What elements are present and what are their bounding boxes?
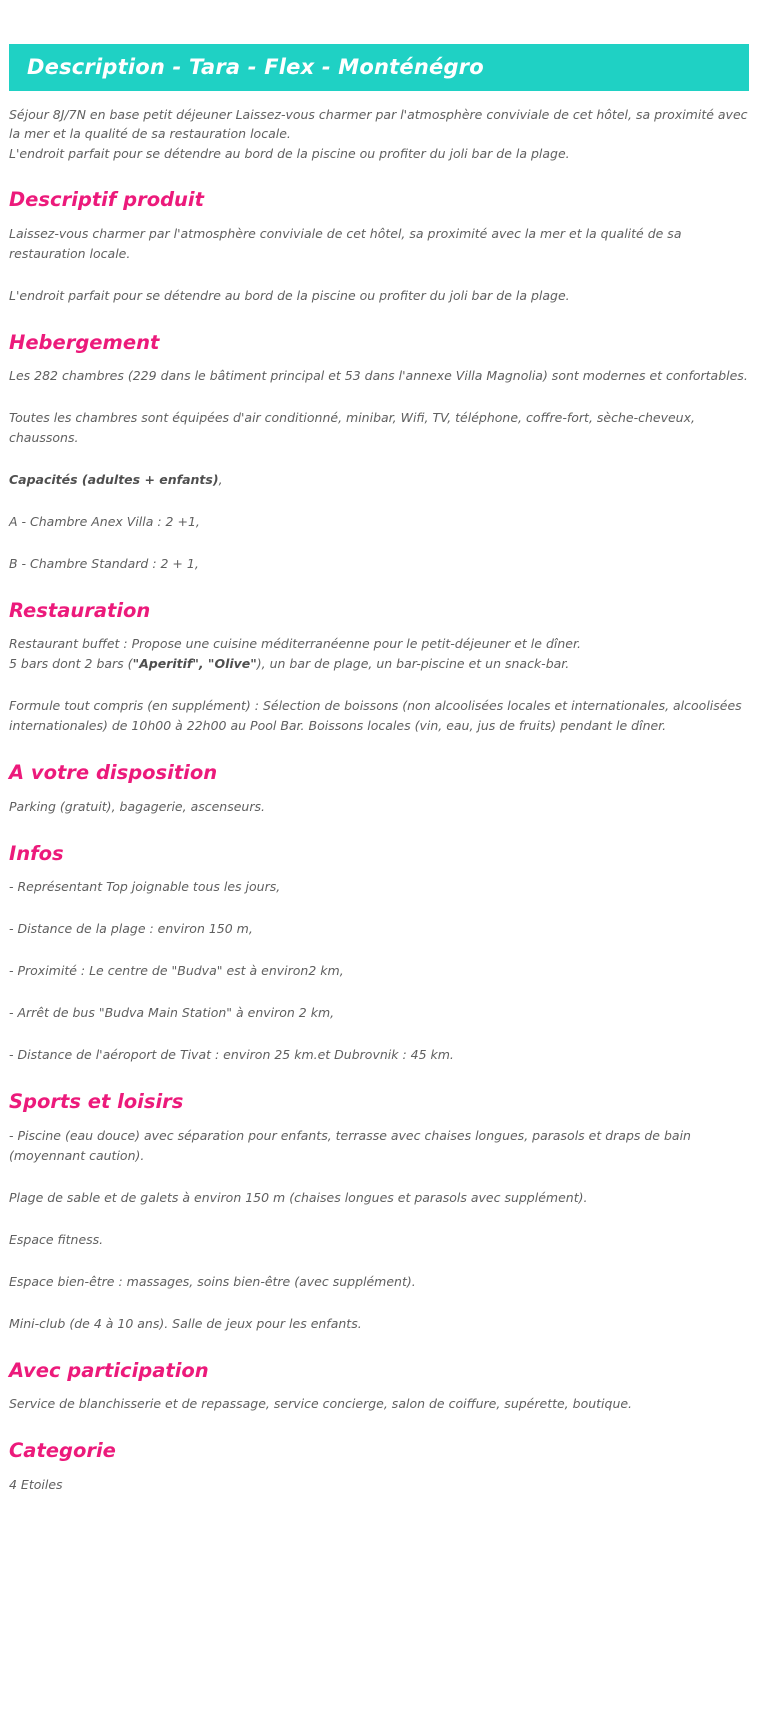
intro-line-2: L'endroit parfait pour se détendre au bord de la piscine ou profiter du joli bar de la plage. [9, 145, 570, 161]
capacites-suffix: , [218, 472, 223, 487]
infos-item: - Distance de la plage : environ 150 m, [9, 921, 253, 937]
capacites-label: Capacités (adultes + enfants) [9, 472, 219, 487]
infos-item: - Représentant Top joignable tous les jours, [9, 879, 281, 895]
top-spacer [0, 0, 758, 44]
restauration-paragraph-1: Restaurant buffet : Propose une cuisine méditerranéenne pour le petit-déjeuner et le dîner. [9, 636, 581, 652]
bars-names: "Aperitif", "Olive" [132, 656, 257, 672]
sports-item: Espace fitness. [9, 1231, 104, 1247]
section-heading-categorie: Categorie [9, 1439, 116, 1463]
infos-item: - Arrêt de bus "Budva Main Station" à environ 2 km, [9, 1005, 335, 1021]
sports-item: Mini-club (de 4 à 10 ans). Salle de jeux pour les enfants. [9, 1315, 362, 1331]
bars-suffix: ), un bar de plage, un bar-piscine et un snack-bar. [256, 656, 570, 672]
hebergement-room-b: B - Chambre Standard : 2 + 1, [9, 556, 199, 571]
sports-item: - Piscine (eau douce) avec séparation pour enfants, terrasse avec chaises longues, parasols et draps de bain (moyennant caution). [9, 1127, 691, 1163]
disposition-paragraph-1: Parking (gratuit), bagagerie, ascenseurs. [9, 798, 265, 814]
sports-item: Espace bien-être : massages, soins bien-être (avec supplément). [9, 1273, 416, 1289]
section-heading-descriptif: Descriptif produit [9, 188, 204, 212]
page-title: Description - Tara - Flex - Monténégro [9, 44, 749, 91]
bottom-spacer [9, 1517, 749, 1577]
descriptif-paragraph-2: L'endroit parfait pour se détendre au bord de la piscine ou profiter du joli bar de la plage. [9, 287, 570, 303]
section-heading-restauration: Restauration [9, 599, 151, 622]
section-heading-disposition: A votre disposition [9, 761, 218, 785]
hebergement-room-a: A - Chambre Anex Villa : 2 +1, [9, 514, 200, 529]
page-content [0, 105, 758, 1577]
participation-paragraph-1: Service de blanchisserie et de repassage, service concierge, salon de coiffure, supérette, boutique. [9, 1396, 633, 1412]
infos-item: - Distance de l'aéroport de Tivat : environ 25 km.et Dubrovnik : 45 km. [9, 1047, 454, 1063]
section-heading-participation: Avec participation [9, 1358, 209, 1382]
section-heading-infos: Infos [9, 841, 64, 865]
intro-line-1: Séjour 8J/7N en base petit déjeuner Laissez-vous charmer par l'atmosphère conviviale de cet hôtel, sa proximité avec la mer et la qualité de sa restauration locale. [9, 107, 748, 142]
section-heading-hebergement: Hebergement [9, 330, 160, 354]
hebergement-paragraph-1: Les 282 chambres (229 dans le bâtiment principal et 53 dans l'annexe Villa Magnolia) sont modernes et confortables. [9, 368, 748, 383]
restauration-paragraph-3: Formule tout compris (en supplément) : Sélection de boissons (non alcoolisées locales et internationales, alcoolisées internationales) de 10h00 à 22h00 au Pool Bar. Boissons locales (vin, eau, jus de fruits) pendant le dîner. [9, 698, 742, 734]
hebergement-paragraph-2: Toutes les chambres sont équipées d'air conditionné, minibar, Wifi, TV, téléphone, coffre-fort, sèche-cheveux, chaussons. [9, 410, 695, 445]
descriptif-paragraph-1: Laissez-vous charmer par l'atmosphère conviviale de cet hôtel, sa proximité avec la mer et la qualité de sa restauration locale. [9, 225, 682, 261]
section-heading-sports: Sports et loisirs [9, 1090, 184, 1114]
sports-item: Plage de sable et de galets à environ 150 m (chaises longues et parasols avec supplément). [9, 1189, 588, 1205]
restauration-paragraph-2 [9, 654, 749, 674]
hebergement-capacites [9, 470, 749, 490]
bars-prefix: 5 bars dont 2 bars ( [9, 656, 133, 672]
intro-block [9, 105, 749, 163]
categorie-value: 4 Etoiles [9, 1476, 63, 1492]
infos-item: - Proximité : Le centre de "Budva" est à environ2 km, [9, 963, 344, 979]
